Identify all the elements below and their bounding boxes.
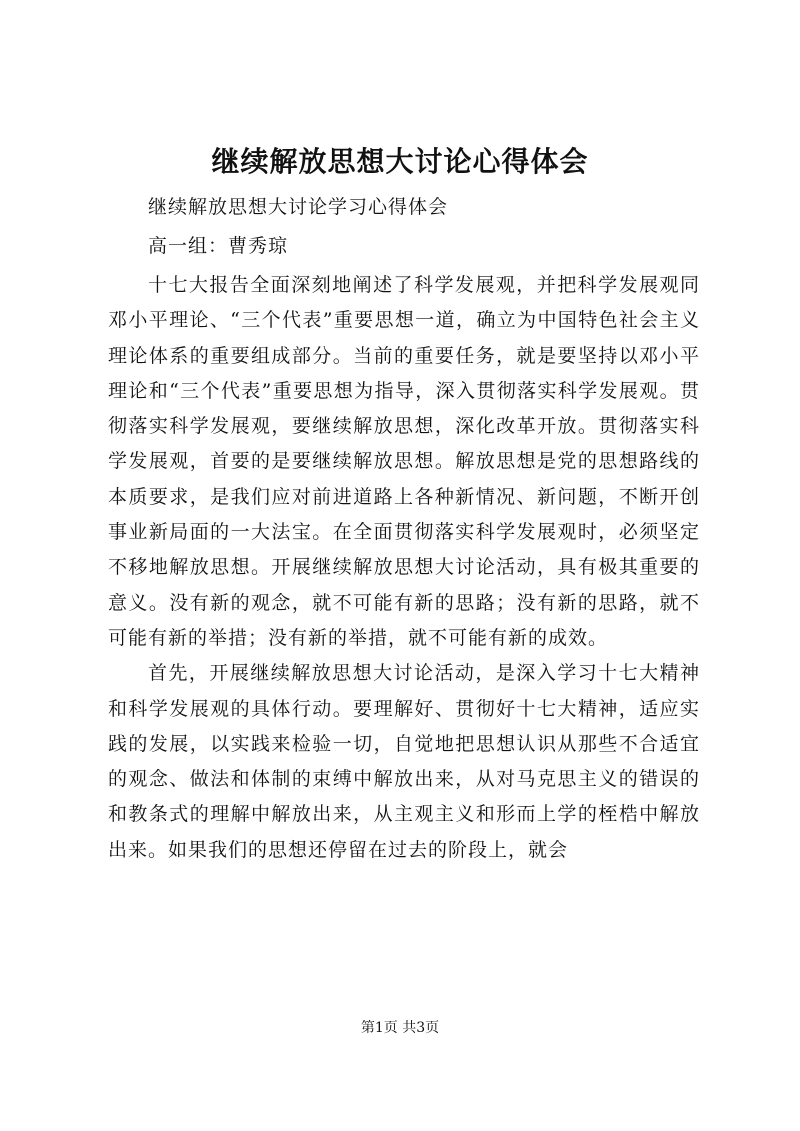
document-title: 继续解放思想大讨论心得体会 [211, 145, 589, 178]
document-author: 高一组：曹秀琼 [148, 235, 289, 257]
page-footer: 第1页 共3页 [360, 1020, 440, 1036]
document-subtitle: 继续解放思想大讨论学习心得体会 [148, 196, 449, 218]
paragraph-2: 首先，开展继续解放思想大讨论活动，是深入学习十七大精神和科学发展观的具体行动。要理解好、贯彻好十七大精神，适应实践的发展，以实践来检验一切，自觉地把思想认识从那些不合适宜的观念、做法和体制的束缚中解放出来，从对马克思主义的错误的和教条式的理解中解放出来，从主观主义和形而上学的桎梏中解放出来。如果我们的思想还停留在过去的阶段上，就会 [108, 662, 700, 861]
document-body [108, 268, 700, 868]
paragraph-1: 十七大报告全面深刻地阐述了科学发展观，并把科学发展观同邓小平理论、“三个代表”重要思想一道，确立为中国特色社会主义理论体系的重要组成部分。当前的重要任务，就是要坚持以邓小平理论和“三个代表”重要思想为指导，深入贯彻落实科学发展观。贯彻落实科学发展观，要继续解放思想，深化改革开放。贯彻落实科学发展观，首要的是要继续解放思想。解放思想是党的思想路线的本质要求，是我们应对前进道路上各种新情况、新问题，不断开创事业新局面的一大法宝。在全面贯彻落实科学发展观时，必须坚定不移地解放思想。开展继续解放思想大讨论活动，具有极其重要的意义。没有新的观念，就不可能有新的思路；没有新的思路，就不可能有新的举措；没有新的举措，就不可能有新的成效。 [108, 274, 700, 649]
